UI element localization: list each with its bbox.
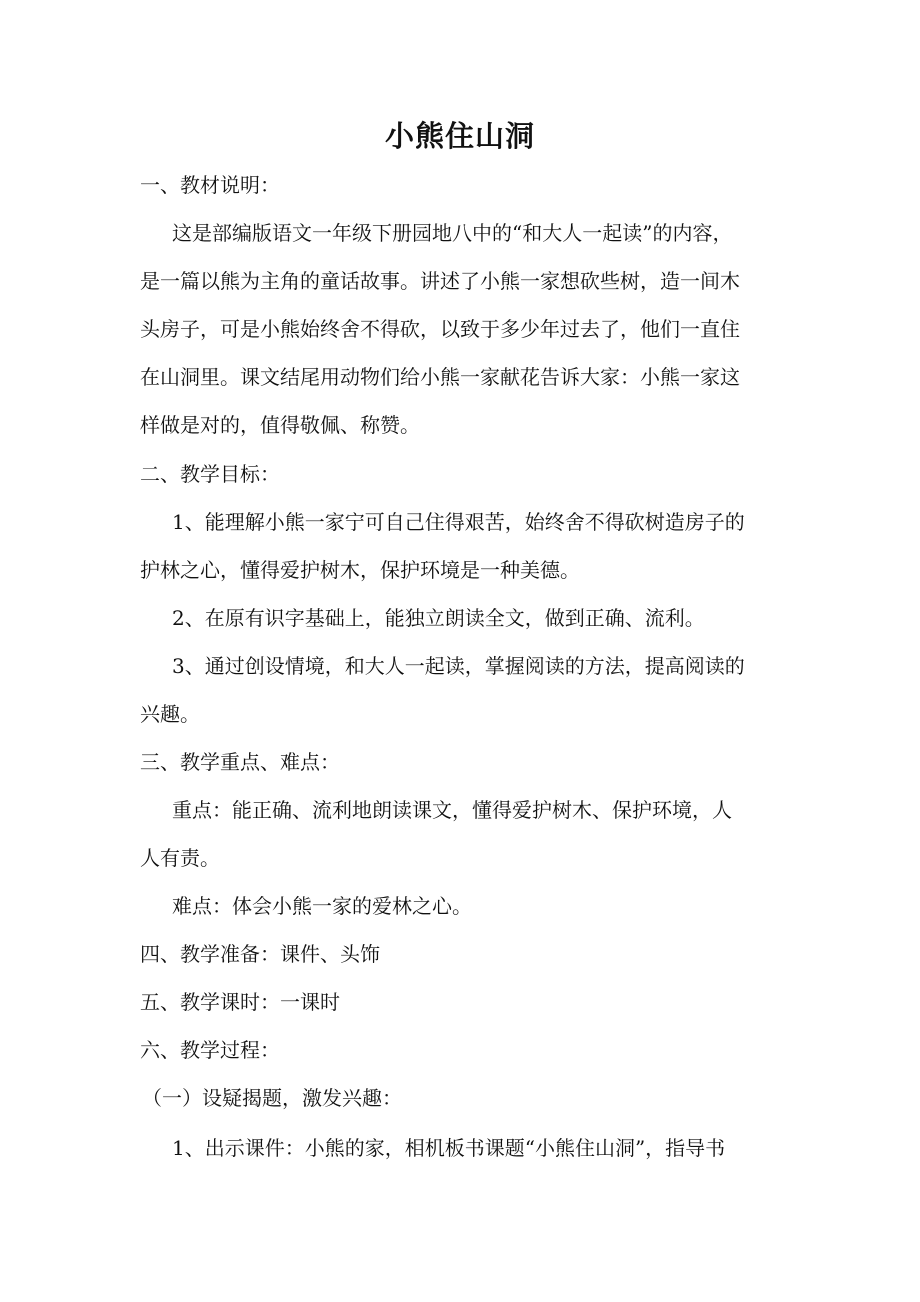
- section-heading-process: 六、教学过程：: [140, 1038, 280, 1062]
- process-step-heading: （一）设疑揭题，激发兴趣：: [142, 1086, 402, 1110]
- paragraph-line: 这是部编版语文一年级下册园地八中的“和大人一起读”的内容，: [172, 221, 733, 245]
- difficult-point-line: 难点：体会小熊一家的爱林之心。: [172, 894, 472, 918]
- section-heading-goals: 二、教学目标：: [140, 462, 280, 486]
- paragraph-line: 在山洞里。课文结尾用动物们给小熊一家献花告诉大家：小熊一家这: [140, 365, 740, 389]
- section-heading-hours: 五、教学课时：一课时: [140, 990, 340, 1014]
- paragraph-line: 样做是对的，值得敬佩、称赞。: [140, 413, 420, 437]
- goal-item-1-continued: 护林之心，懂得爱护树木，保护环境是一种美德。: [140, 558, 580, 582]
- section-heading-key-points: 三、教学重点、难点：: [140, 750, 340, 774]
- section-heading-materials: 一、教材说明：: [140, 173, 280, 197]
- paragraph-line: 是一篇以熊为主角的童话故事。讲述了小熊一家想砍些树，造一间木: [140, 269, 740, 293]
- process-step-item: 1、出示课件：小熊的家，相机板书课题“小熊住山洞”，指导书: [172, 1136, 726, 1160]
- key-point-line-continued: 人有责。: [140, 846, 220, 870]
- paragraph-line: 头房子，可是小熊始终舍不得砍，以致于多少年过去了，他们一直住: [140, 317, 740, 341]
- goal-item-1: 1、能理解小熊一家宁可自己住得艰苦，始终舍不得砍树造房子的: [172, 510, 745, 534]
- key-point-line: 重点：能正确、流利地朗读课文，懂得爱护树木、保护环境，人: [172, 798, 732, 822]
- goal-item-2: 2、在原有识字基础上，能独立朗读全文，做到正确、流利。: [172, 606, 705, 630]
- goal-item-3: 3、通过创设情境，和大人一起读，掌握阅读的方法，提高阅读的: [172, 654, 745, 678]
- section-heading-preparation: 四、教学准备：课件、头饰: [140, 942, 380, 966]
- document-title: 小熊住山洞: [384, 119, 535, 153]
- goal-item-3-continued: 兴趣。: [140, 702, 200, 726]
